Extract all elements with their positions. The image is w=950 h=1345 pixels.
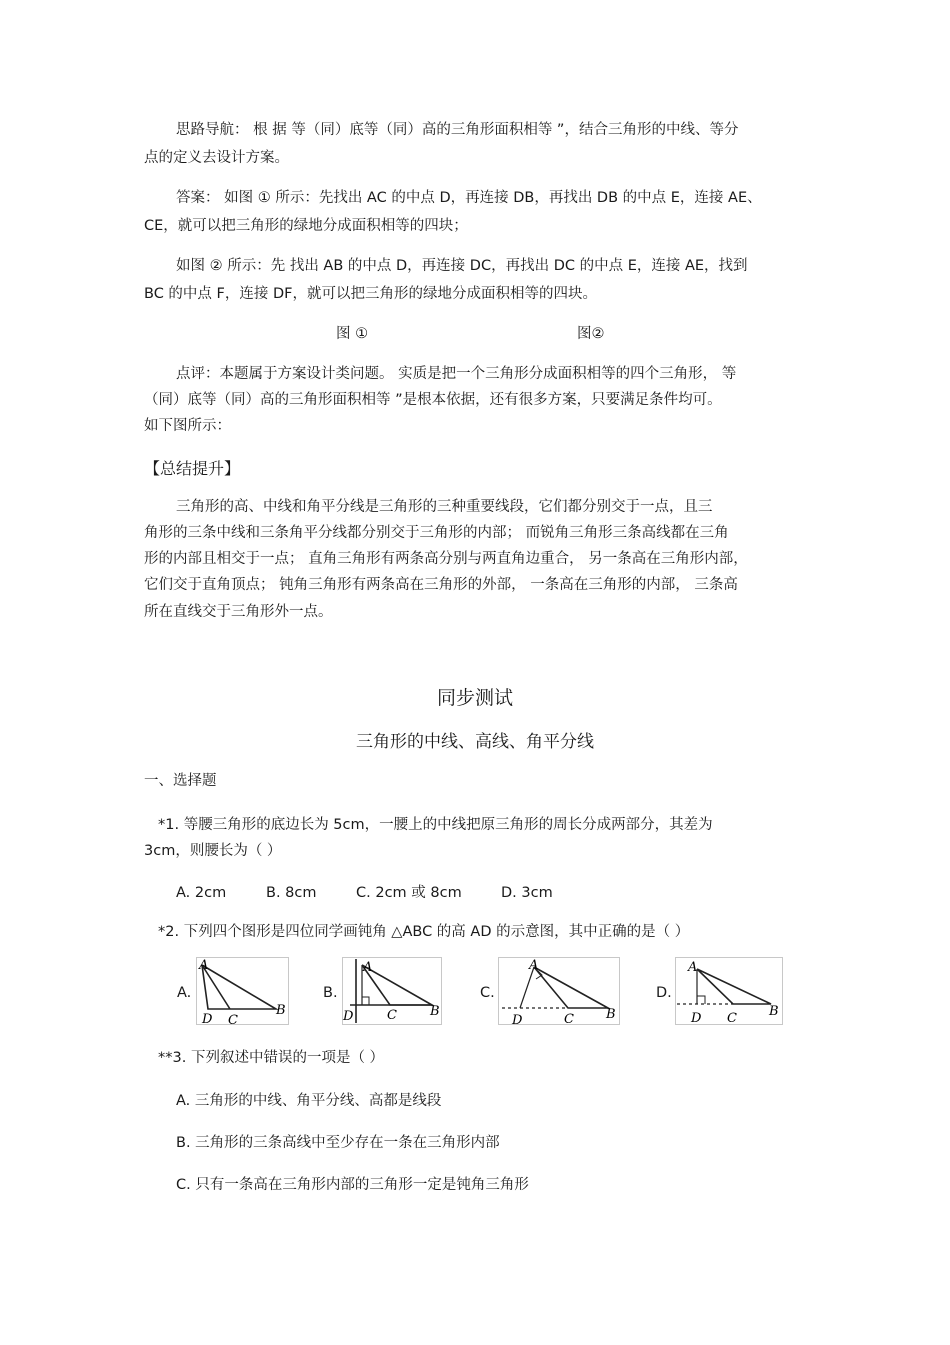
q2-figure-b	[342, 957, 442, 1025]
q1-option-b: B. 8cm	[266, 885, 317, 901]
figure-label-1: 图 ①	[336, 326, 369, 342]
q3-option-a: A. 三角形的中线、角平分线、高都是线段	[176, 1093, 442, 1109]
vertex-label-a: A	[529, 958, 539, 973]
q1-line-2: 3cm，则腰长为（ ）	[144, 843, 282, 859]
vertex-label-d: D	[202, 1012, 213, 1025]
vertex-label-c: C	[228, 1013, 238, 1025]
vertex-label-b: B	[276, 1003, 286, 1018]
hint-line-1: 思路导航： 根 据 等（同）底等（同）高的三角形面积相等 ”，结合三角形的中线、等分	[176, 122, 739, 138]
summary-line-3: 形的内部且相交于一点； 直角三角形有两条高分别与两直角边重合， 另一条高在三角形内部，	[144, 551, 748, 567]
q2-figure-c	[498, 957, 620, 1025]
comment-line-1: 点评：本题属于方案设计类问题。 实质是把一个三角形分成面积相等的四个三角形， 等	[176, 366, 737, 382]
vertex-label-d: D	[512, 1013, 523, 1025]
vertex-label-c: C	[387, 1008, 397, 1023]
q3-option-b: B. 三角形的三条高线中至少存在一条在三角形内部	[176, 1135, 500, 1151]
vertex-label-b: B	[430, 1004, 440, 1019]
q2-text: *2. 下列四个图形是四位同学画钝角 △ABC 的高 AD 的示意图，其中正确的是（ ）	[158, 924, 690, 940]
q2-option-b-label: B.	[323, 985, 338, 1001]
figure-label-2: 图②	[577, 326, 605, 342]
q1-option-d: D. 3cm	[501, 885, 553, 901]
q2-option-d-label: D.	[656, 985, 672, 1001]
vertex-label-a: A	[199, 958, 209, 973]
vertex-label-a: A	[363, 960, 373, 975]
test-subtitle: 三角形的中线、高线、角平分线	[356, 732, 594, 752]
vertex-label-d: D	[343, 1009, 354, 1024]
fig2-line-1: 如图 ② 所示：先 找出 AB 的中点 D，再连接 DC，再找出 DC 的中点 E，连接 AE，找到	[176, 258, 748, 274]
comment-line-3: 如下图所示：	[144, 418, 231, 434]
q1-option-a: A. 2cm	[176, 885, 227, 901]
answer-line-2: CE，就可以把三角形的绿地分成面积相等的四块；	[144, 218, 468, 234]
fig2-line-2: BC 的中点 F，连接 DF，就可以把三角形的绿地分成面积相等的四块。	[144, 286, 597, 302]
vertex-label-c: C	[727, 1011, 737, 1025]
summary-line-1: 三角形的高、中线和角平分线是三角形的三种重要线段，它们都分别交于一点，且三	[176, 499, 713, 515]
vertex-label-b: B	[769, 1004, 779, 1019]
q1-option-c: C. 2cm 或 8cm	[356, 885, 462, 901]
q3-option-c: C. 只有一条高在三角形内部的三角形一定是钝角三角形	[176, 1177, 529, 1193]
vertex-label-b: B	[606, 1007, 616, 1022]
comment-line-2: （同）底等（同）高的三角形面积相等 ”是根本依据，还有很多方案，只要满足条件均可。	[144, 392, 722, 408]
section-heading: 一、选择题	[144, 773, 217, 789]
q2-option-a-label: A.	[177, 985, 192, 1001]
q3-text: **3. 下列叙述中错误的一项是（ ）	[158, 1050, 385, 1066]
vertex-label-c: C	[564, 1012, 574, 1025]
answer-line-1: 答案： 如图 ① 所示：先找出 AC 的中点 D，再连接 DB，再找出 DB 的中点 E，连接 AE、	[176, 190, 762, 206]
q2-figure-d	[675, 957, 783, 1025]
test-title: 同步测试	[436, 687, 513, 709]
vertex-label-d: D	[691, 1011, 702, 1025]
q2-figure-a	[196, 957, 289, 1025]
summary-line-2: 角形的三条中线和三条角平分线都分别交于三角形的内部； 而锐角三角形三条高线都在三角	[144, 525, 729, 541]
summary-line-4: 它们交于直角顶点； 钝角三角形有两条高在三角形的外部， 一条高在三角形的内部， 三条高	[144, 577, 738, 593]
q2-option-c-label: C.	[480, 985, 495, 1001]
q1-line-1: *1. 等腰三角形的底边长为 5cm，一腰上的中线把原三角形的周长分成两部分，其差为	[158, 817, 713, 833]
hint-line-2: 点的定义去设计方案。	[144, 150, 289, 166]
summary-line-5: 所在直线交于三角形外一点。	[144, 604, 333, 620]
vertex-label-a: A	[688, 960, 698, 975]
summary-heading: 【总结提升】	[144, 459, 241, 478]
